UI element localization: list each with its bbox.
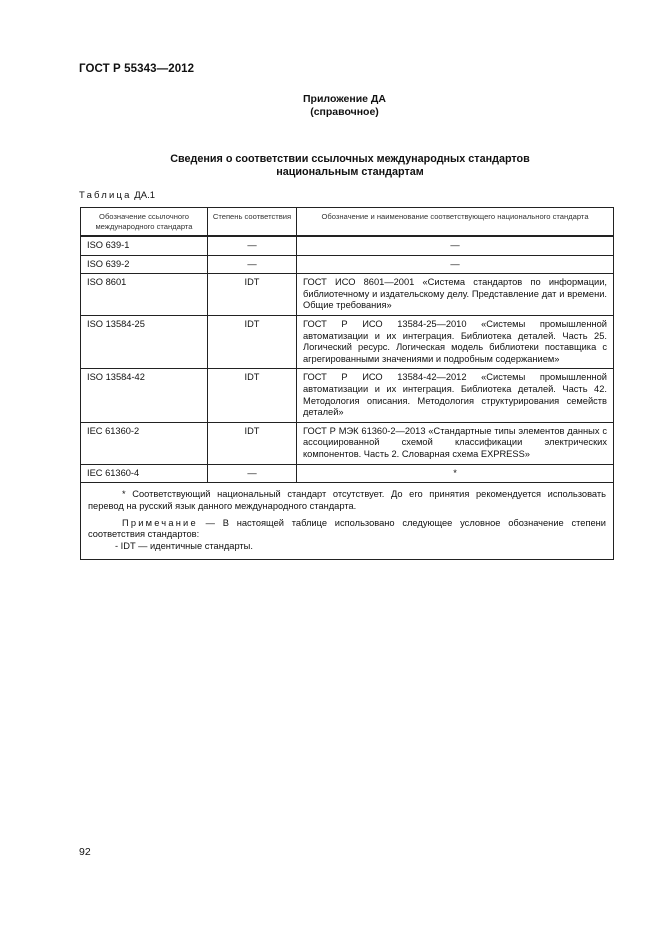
annex-subtitle: (справочное) — [310, 106, 379, 118]
cell-degree: IDT — [208, 422, 297, 464]
table-row — [81, 236, 614, 255]
header-degree: Степень соответствия — [208, 208, 297, 237]
table-caption-label: Таблица — [79, 190, 132, 201]
cell-standard: IEC 61360-2 — [81, 422, 208, 464]
table-row — [81, 255, 614, 274]
cell-standard: ISO 639-2 — [81, 255, 208, 274]
cell-national: ГОСТ Р ИСО 13584-42—2012 «Системы промышленной автоматизации и их интеграция. Библиотека деталей. Часть 42. Методология описания. Методология структурирования семейств деталей» — [297, 369, 614, 422]
cell-national: ГОСТ Р МЭК 61360-2—2013 «Стандартные типы элементов данных с ассоциированной схемой классификации электрических компонентов. Часть 2. Словарная схема EXPRESS» — [297, 422, 614, 464]
table-row — [81, 464, 614, 483]
cell-national: ГОСТ ИСО 8601—2001 «Система стандартов по информации, библиотечному и издательскому делу. Представление дат и времени. Общие требования» — [297, 274, 614, 316]
cell-degree: — — [208, 464, 297, 483]
cell-degree: IDT — [208, 274, 297, 316]
table-row — [81, 369, 614, 422]
annex-title-block — [0, 93, 661, 119]
table-note — [88, 518, 606, 542]
table-row — [81, 315, 614, 368]
table-caption — [79, 190, 155, 201]
note-text: — В настоящей таблице использовано следующее условное обозначение степени соответствия стандартов: — [88, 517, 606, 540]
header-national-standard: Обозначение и наименование соответствующего национального стандарта — [297, 208, 614, 237]
cell-standard: IEC 61360-4 — [81, 464, 208, 483]
table-row — [81, 422, 614, 464]
cell-standard: ISO 8601 — [81, 274, 208, 316]
table-caption-id: ДА.1 — [134, 190, 155, 201]
page-number: 92 — [79, 846, 91, 858]
cell-degree: — — [208, 255, 297, 274]
cell-standard: ISO 13584-25 — [81, 315, 208, 368]
section-heading — [120, 153, 580, 179]
annex-title: Приложение ДА — [303, 93, 386, 105]
cell-national: — — [297, 236, 614, 255]
table-footnote-cell — [81, 483, 614, 560]
cell-national: * — [297, 464, 614, 483]
header-international-standard: Обозначение ссылочного международного стандарта — [81, 208, 208, 237]
section-heading-line-1: Сведения о соответствии ссылочных международных стандартов — [170, 153, 530, 165]
cell-national: ГОСТ Р ИСО 13584-25—2010 «Системы промышленной автоматизации и их интеграция. Библиотека деталей. Часть 25. Логический ресурс. Логическая модель библиотеки поставщика с агрегированными значениями и подробным содержанием» — [297, 315, 614, 368]
cell-standard: ISO 639-1 — [81, 236, 208, 255]
standards-correspondence-table — [80, 207, 614, 560]
cell-standard: ISO 13584-42 — [81, 369, 208, 422]
document-code: ГОСТ Р 55343—2012 — [79, 63, 195, 75]
section-heading-line-2: национальным стандартам — [276, 166, 424, 178]
cell-degree: IDT — [208, 369, 297, 422]
cell-degree: — — [208, 236, 297, 255]
note-item: - IDT — идентичные стандарты. — [115, 541, 253, 552]
table-row — [81, 274, 614, 316]
table-footnote-row — [81, 483, 614, 560]
cell-degree: IDT — [208, 315, 297, 368]
footnote-text: * Соответствующий национальный стандарт отсутствует. До его принятия рекомендуется использовать перевод на русский язык данного международного стандарта. — [88, 489, 606, 511]
table-header-row — [81, 208, 614, 237]
note-label: Примечание — [122, 517, 198, 528]
cell-national: — — [297, 255, 614, 274]
